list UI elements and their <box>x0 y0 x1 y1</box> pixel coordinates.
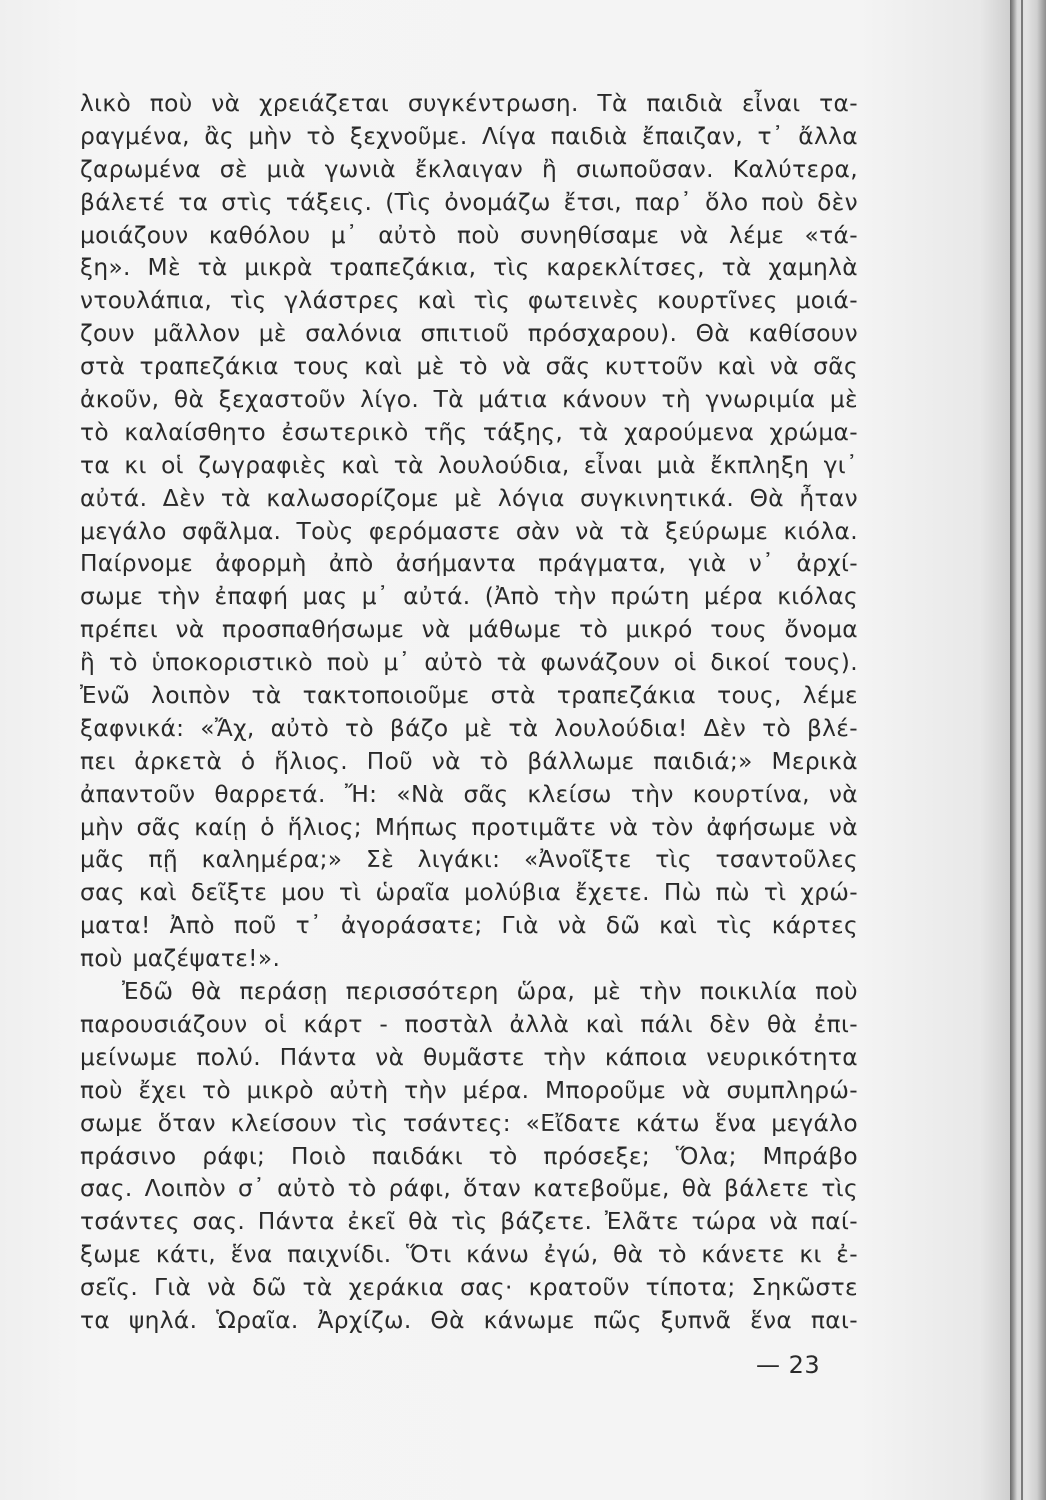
text-line: μοιάζουν καθόλου μ᾽ αὐτὸ ποὺ συνηθίσαμε νὰ λέμε «τά- <box>80 221 858 249</box>
page-number: — 23 <box>756 1351 821 1379</box>
text-line: σωμε ὅταν κλείσουν τὶς τσάντες: «Εἴδατε κάτω ἕνα μεγάλο <box>80 1109 858 1137</box>
text-line: ἀπαντοῦν θαρρετά. Ἤ: «Νὰ σᾶς κλείσω τὴν κουρτίνα, νὰ <box>80 780 858 808</box>
text-line: ἀκοῦν, θὰ ξεχαστοῦν λίγο. Τὰ μάτια κάνουν τὴ γνωριμία μὲ <box>80 386 858 414</box>
text-line: σας καὶ δεῖξτε μου τὶ ὡραῖα μολύβια ἔχετε. Πὼ πὼ τὶ χρώ- <box>80 879 858 907</box>
text-line: ζουν μᾶλλον μὲ σαλόνια σπιτιοῦ πρόσχαρου). Θὰ καθίσουν <box>80 320 858 348</box>
text-line: στὰ τραπεζάκια τους καὶ μὲ τὸ νὰ σᾶς κυττοῦν καὶ νὰ σᾶς <box>80 353 858 381</box>
text-line: ἢ τὸ ὑποκοριστικὸ ποὺ μ᾽ αὐτὸ τὰ φωνάζουν οἱ δικοί τους). <box>80 649 858 677</box>
text-line: ξωμε κάτι, ἕνα παιχνίδι. Ὅτι κάνω ἐγώ, θὰ τὸ κάνετε κι ἐ- <box>80 1241 858 1269</box>
text-line: ξη». Μὲ τὰ μικρὰ τραπεζάκια, τὶς καρεκλίτσες, τὰ χαμηλὰ <box>80 254 858 282</box>
text-line: ποὺ ἔχει τὸ μικρὸ αὐτὴ τὴν μέρα. Μποροῦμε νὰ συμπληρώ- <box>80 1076 858 1104</box>
text-line: μὴν σᾶς καίῃ ὁ ἥλιος; Μήπως προτιμᾶτε νὰ τὸν ἀφήσωμε νὰ <box>80 813 858 841</box>
text-line: λικὸ ποὺ νὰ χρειάζεται συγκέντρωση. Τὰ παιδιὰ εἶναι τα- <box>80 90 858 117</box>
text-line: τα κι οἱ ζωγραφιὲς καὶ τὰ λουλούδια, εἶναι μιὰ ἔκπληξη γι᾽ <box>80 451 858 479</box>
text-line: σας. Λοιπὸν σ᾽ αὐτὸ τὸ ράφι, ὅταν κατεβοῦμε, θὰ βάλετε τὶς <box>80 1175 858 1203</box>
text-line: Παίρνομε ἀφορμὴ ἀπὸ ἀσήμαντα πράγματα, γιὰ ν᾽ ἀρχί- <box>80 550 858 578</box>
text-line: αὐτά. Δὲν τὰ καλωσορίζομε μὲ λόγια συγκινητικά. Θὰ ἦταν <box>80 484 858 512</box>
body-text <box>80 88 858 1338</box>
text-line: ζαρωμένα σὲ μιὰ γωνιὰ ἔκλαιγαν ἢ σιωποῦσαν. Καλύτερα, <box>80 155 858 183</box>
text-line: παρουσιάζουν οἱ κάρτ - ποστὰλ ἀλλὰ καὶ πάλι δὲν θὰ ἐπι- <box>80 1010 858 1038</box>
text-line: τσάντες σας. Πάντα ἐκεῖ θὰ τὶς βάζετε. Ἐλᾶτε τώρα νὰ παί- <box>80 1208 858 1236</box>
page-binding-edge <box>1010 0 1046 1500</box>
text-line: σωμε τὴν ἐπαφή μας μ᾽ αὐτά. (Ἀπὸ τὴν πρώτη μέρα κιόλας <box>80 583 858 611</box>
text-line: μείνωμε πολύ. Πάντα νὰ θυμᾶστε τὴν κάποια νευρικότητα <box>80 1043 858 1071</box>
text-line: πει ἀρκετὰ ὁ ἥλιος. Ποῦ νὰ τὸ βάλλωμε παιδιά;» Μερικὰ <box>80 747 858 775</box>
text-line: πράσινο ράφι; Ποιὸ παιδάκι τὸ πρόσεξε; Ὅλα; Μπράβο <box>80 1142 858 1170</box>
text-line: μεγάλο σφᾶλμα. Τοὺς φερόμαστε σὰν νὰ τὰ ξεύρωμε κιόλα. <box>80 517 858 545</box>
text-line: σεῖς. Γιὰ νὰ δῶ τὰ χεράκια σας· κρατοῦν τίποτα; Σηκῶστε <box>80 1274 858 1302</box>
text-line: τα ψηλά. Ὡραῖα. Ἀρχίζω. Θὰ κάνωμε πῶς ξυπνᾶ ἕνα παι- <box>80 1306 858 1334</box>
text-line: Ἐνῶ λοιπὸν τὰ τακτοποιοῦμε στὰ τραπεζάκια τους, λέμε <box>80 682 858 710</box>
text-line: ματα! Ἀπὸ ποῦ τ᾽ ἀγοράσατε; Γιὰ νὰ δῶ καὶ τὶς κάρτες <box>80 912 858 940</box>
text-line: πρέπει νὰ προσπαθήσωμε νὰ μάθωμε τὸ μικρό τους ὄνομα <box>80 616 858 644</box>
text-line: μᾶς πῇ καλημέρα;» Σὲ λιγάκι: «Ἀνοῖξτε τὶς τσαντοῦλες <box>80 846 858 874</box>
text-line: τὸ καλαίσθητο ἐσωτερικὸ τῆς τάξης, τὰ χαρούμενα χρώμα- <box>80 418 858 446</box>
text-line: ραγμένα, ἂς μὴν τὸ ξεχνοῦμε. Λίγα παιδιὰ ἔπαιζαν, τ᾽ ἄλλα <box>80 122 858 150</box>
text-line: ντουλάπια, τὶς γλάστρες καὶ τὶς φωτεινὲς κουρτῖνες μοιά- <box>80 287 858 315</box>
text-line: βάλετέ τα στὶς τάξεις. (Τὶς ὀνομάζω ἔτσι, παρ᾽ ὅλο ποὺ δὲν <box>80 188 858 216</box>
text-line: ξαφνικά: «Ἄχ, αὐτὸ τὸ βάζο μὲ τὰ λουλούδια! Δὲν τὸ βλέ- <box>80 714 858 742</box>
text-line: ποὺ μαζέψατε!». <box>80 945 281 973</box>
text-line: Ἐδῶ θὰ περάσῃ περισσότερη ὥρα, μὲ τὴν ποικιλία ποὺ <box>122 978 858 1006</box>
page-edge-shadow <box>1021 0 1023 1500</box>
